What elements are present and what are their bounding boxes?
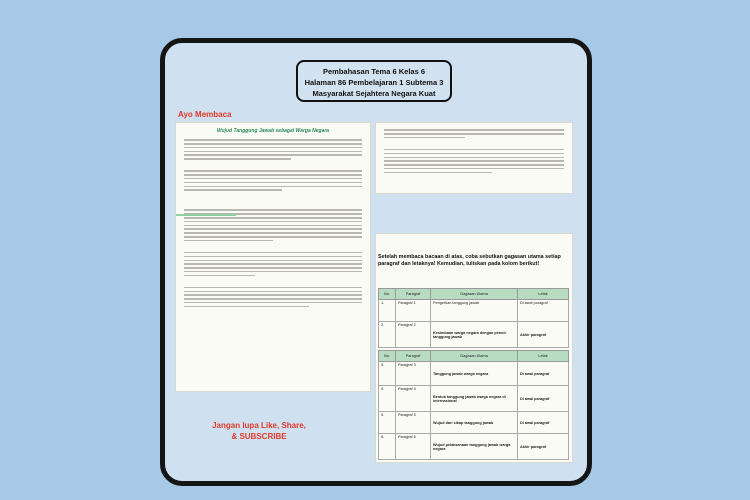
table-row — [379, 300, 569, 322]
table-row — [379, 322, 569, 348]
table-cell: Di awal paragraf — [518, 386, 569, 412]
ayo-membaca-heading: Ayo Membaca — [178, 110, 232, 119]
table-cell: 3. — [379, 362, 396, 386]
table-cell: Paragraf 5 — [396, 412, 431, 434]
title-box — [296, 60, 452, 102]
table-cell: Wujud pelaksanaan tanggung jawab warga negara — [431, 434, 518, 460]
table-cell: Paragraf 1 — [396, 300, 431, 322]
title-line: Halaman 86 Pembelajaran 1 Subtema 3 — [304, 78, 444, 87]
table-row — [379, 386, 569, 412]
table-row — [379, 412, 569, 434]
table-header-row — [379, 289, 569, 300]
paragraph-2 — [176, 165, 370, 196]
col-header: Letak — [518, 351, 569, 362]
table-cell: Paragraf 3 — [396, 362, 431, 386]
exercise-instruction: Setelah membaca bacaan di atas, coba sebutkan gagasan utama setiap paragraf dan letaknya! Kemudian, tuliskan pada kolom berikut! — [378, 254, 561, 267]
table-cell: Paragraf 6 — [396, 434, 431, 460]
col-header: No. — [379, 351, 396, 362]
paragraph-5 — [176, 282, 370, 313]
footer-line: & SUBSCRIBE — [231, 432, 287, 441]
table-row — [379, 362, 569, 386]
paragraph-3 — [176, 204, 370, 246]
table-cell: Pengertian tanggung jawab — [431, 300, 518, 322]
paragraph-4 — [176, 247, 370, 282]
table-cell: Di awal paragraf — [518, 300, 569, 322]
title-line: Pembahasan Tema 6 Kelas 6 — [323, 67, 425, 76]
title-line: Masyarakat Sejahtera Negara Kuat — [312, 89, 436, 98]
table-cell: 6. — [379, 434, 396, 460]
col-header: No. — [379, 289, 396, 300]
col-header: Letak — [518, 289, 569, 300]
table-header-row — [379, 351, 569, 362]
table-cell: Di awal paragraf — [518, 362, 569, 386]
table-cell: Kesimbaan warga negara dengan penuh tanggung jawab — [431, 322, 518, 348]
table-cell: Di awal paragraf — [518, 412, 569, 434]
footer-line: Jangan lupa Like, Share, — [212, 421, 306, 430]
table-cell: Wujud dari sikap tanggung jawab — [431, 412, 518, 434]
col-header: Paragraf — [396, 351, 431, 362]
subscribe-callout — [200, 420, 318, 442]
green-divider — [176, 214, 236, 216]
reading-page — [176, 123, 370, 391]
col-header: Gagasan Utama — [431, 289, 518, 300]
answer-table-2 — [378, 350, 569, 460]
table-cell: 1. — [379, 300, 396, 322]
col-header: Paragraf — [396, 289, 431, 300]
reading-page-continued — [376, 123, 572, 193]
table-cell: Akhir paragraf — [518, 322, 569, 348]
article-title: Wujud Tanggung Jawab sebagai Warga Negara — [216, 128, 330, 134]
paragraph-1 — [176, 134, 370, 165]
table-cell: Paragraf 2 — [396, 322, 431, 348]
table-cell: Paragraf 4 — [396, 386, 431, 412]
table-cell: Akhir paragraf — [518, 434, 569, 460]
answer-table-1 — [378, 288, 569, 348]
table-cell: Tanggung jawab warga negara — [431, 362, 518, 386]
table-cell: 4. — [379, 386, 396, 412]
col-header: Gagasan Utama — [431, 351, 518, 362]
table-cell: Bentuk tanggung jawab warga negara di internasional — [431, 386, 518, 412]
table-cell: 5. — [379, 412, 396, 434]
table-cell: 2. — [379, 322, 396, 348]
table-row — [379, 434, 569, 460]
